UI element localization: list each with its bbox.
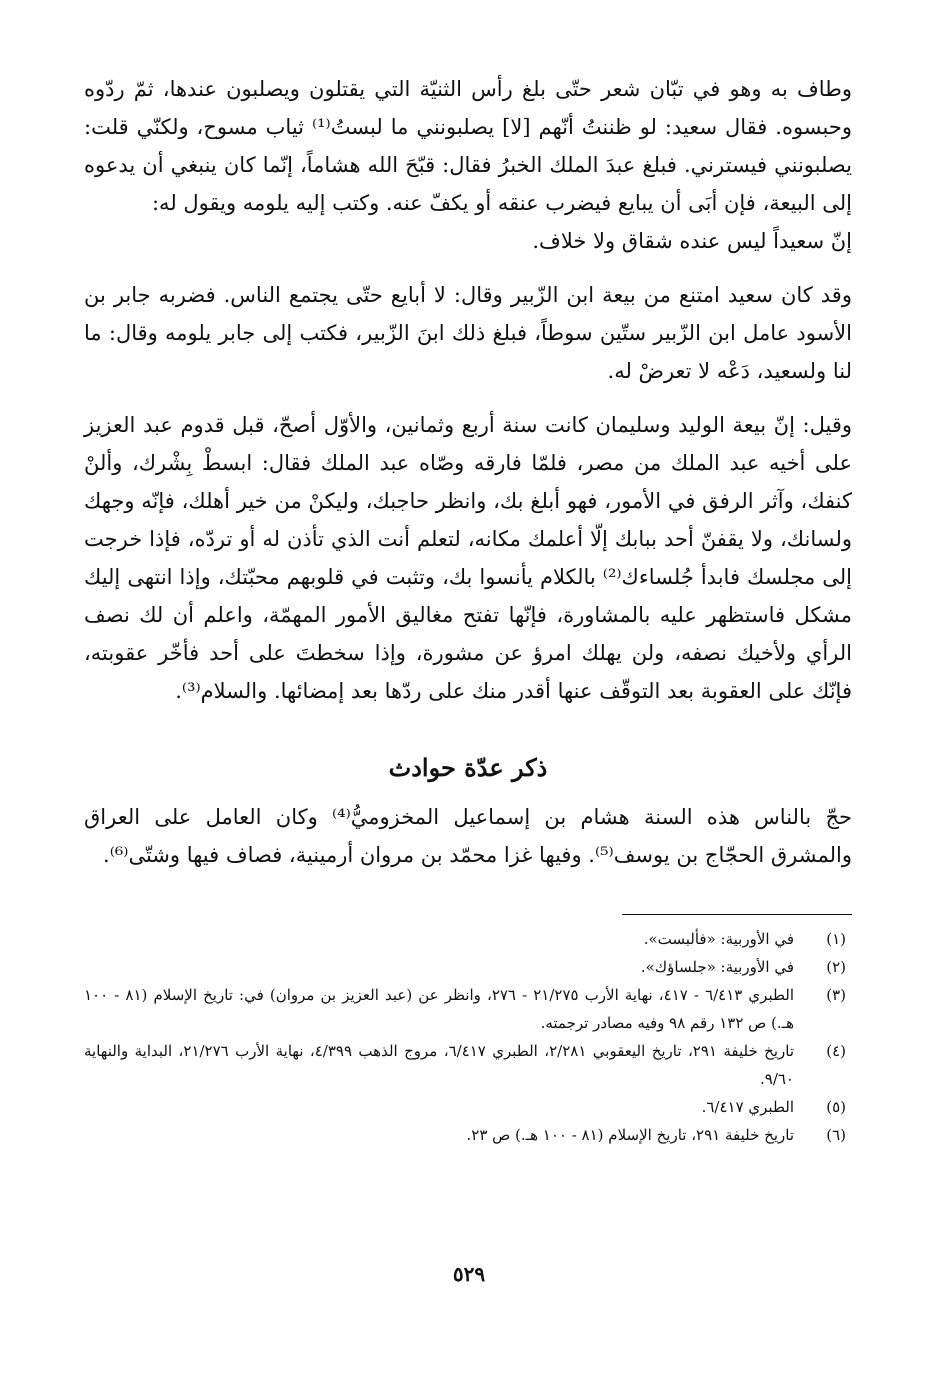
footnote-text: الطبري ٦/٤١٣ - ٤١٧، نهاية الأرب ٢١/٢٧٥ - ٢٧٦، وانظر عن (عبد العزيز بن مروان) في: تاريخ الإسلام (٨١ - ١٠٠ هـ.) ص ١٣٢ رقم ٩٨ وفيه مصادر ترجمته.: [84, 986, 795, 1032]
body-paragraph-1: وطاف به وهو في تبّان شعر حتّى بلغ رأس الثنيّة التي يقتلون ويصلبون عندها، ثمّ ردّوه وحبسوه. فقال سعيد: لو ظننتُ أنّهم [لا] يصلبونني ما لبستُ⁽¹⁾ ثياب مسوح، ولكنّي قلت: يصلبونني فيسترني. فبلغ عبدَ الملك الخبرُ فقال: قبّحَ الله هشاماً، إنّما كان ينبغي أن يدعوه إلى البيعة، فإن أبَى أن يبايع فيضرب عنقه أو يكفّ عنه. وكتب إليه يلومه ويقول له:: [84, 77, 852, 215]
footnote-number: (٤): [826, 1042, 846, 1060]
footnote-number: (٢): [826, 958, 846, 976]
footnote-item: [84, 925, 852, 953]
footnote-number: (١): [826, 930, 846, 948]
footnote-number: (٣): [826, 986, 846, 1004]
footnote-text: الطبري ٦/٤١٧.: [701, 1098, 794, 1116]
footnote-item: [84, 953, 852, 981]
footnote-number: (٥): [826, 1098, 846, 1116]
footnote-item: [84, 981, 852, 1037]
footnote-item: [84, 1121, 852, 1149]
body-paragraph-4: حجّ بالناس هذه السنة هشام بن إسماعيل المخزوميُّ⁽⁴⁾ وكان العامل على العراق والمشرق الحجّاج بن يوسف⁽⁵⁾. وفيها غزا محمّد بن مروان أرمينية، فصاف فيها وشتّى⁽⁶⁾.: [84, 805, 852, 867]
footnote-text: في الأوربية: «فألبست».: [643, 930, 794, 948]
body-paragraph-3: وقيل: إنّ بيعة الوليد وسليمان كانت سنة أربع وثمانين، والأوّل أصحّ، قبل قدوم عبد العزيز على أخيه عبد الملك من مصر، فلمّا فارقه وصّاه عبد الملك فقال: ابسطْ بِشْرك، وألنْ كنفك، وآثر الرفق في الأمور، فهو أبلغ بك، وانظر حاجبك، وليكنْ من خير أهلك، فإنّه وجهك ولسانك، ولا يقفنّ أحد ببابك إلّا أعلمك مكانه، لتعلم أنت الذي تأذن له أو تردّه، فإذا خرجت إلى مجلسك فابدأ جُلساءك⁽²⁾ بالكلام يأنسوا بك، وتثبت في قلوبهم محبّتك، وإذا انتهى إليك مشكل فاستظهر عليه بالمشاورة، فإنّها تفتح مغاليق الأمور المهمّة، واعلم أن لك نصف الرأي ولأخيك نصفه، ولن يهلك امرؤ عن مشورة، وإذا سخطتَ على أحد فأخّر عقوبته، فإنّك على العقوبة بعد التوقّف عنها أقدر منك على ردّها بعد إمضائها. والسلام⁽³⁾.: [84, 413, 852, 703]
footnote-list: [84, 925, 852, 1149]
footnote-text: تاريخ خليفة ٢٩١، تاريخ اليعقوبي ٢/٢٨١، الطبري ٦/٤١٧، مروج الذهب ٤/٣٩٩، نهاية الأرب ٢١/٢٧٦، البداية والنهاية ٩/٦٠.: [84, 1042, 795, 1088]
page-number: ٥٢٩: [452, 1262, 486, 1286]
body-paragraph-2: وقد كان سعيد امتنع من بيعة ابن الزّبير وقال: لا أبايع حتّى يجتمع الناس. فضربه جابر بن الأسود عامل ابن الزّبير ستّين سوطاً، فبلغ ذلك ابنَ الزّبير، فكتب إلى جابر يلومه وقال: ما لنا ولسعيد، دَعْه لا تعرضْ له.: [84, 283, 852, 383]
footnote-text: تاريخ خليفة ٢٩١، تاريخ الإسلام (٨١ - ١٠٠ هـ.) ص ٢٣.: [466, 1126, 794, 1144]
footnote-item: [84, 1037, 852, 1093]
body-quote-line: إنّ سعيداً ليس عنده شقاق ولا خلاف.: [532, 229, 852, 253]
footnote-text: في الأوربية: «جلساؤك».: [640, 958, 794, 976]
footnote-number: (٦): [826, 1126, 846, 1144]
section-heading: ذكر عدّة حوادث: [388, 753, 548, 782]
footnote-divider: [622, 914, 852, 915]
footnote-item: [84, 1093, 852, 1121]
